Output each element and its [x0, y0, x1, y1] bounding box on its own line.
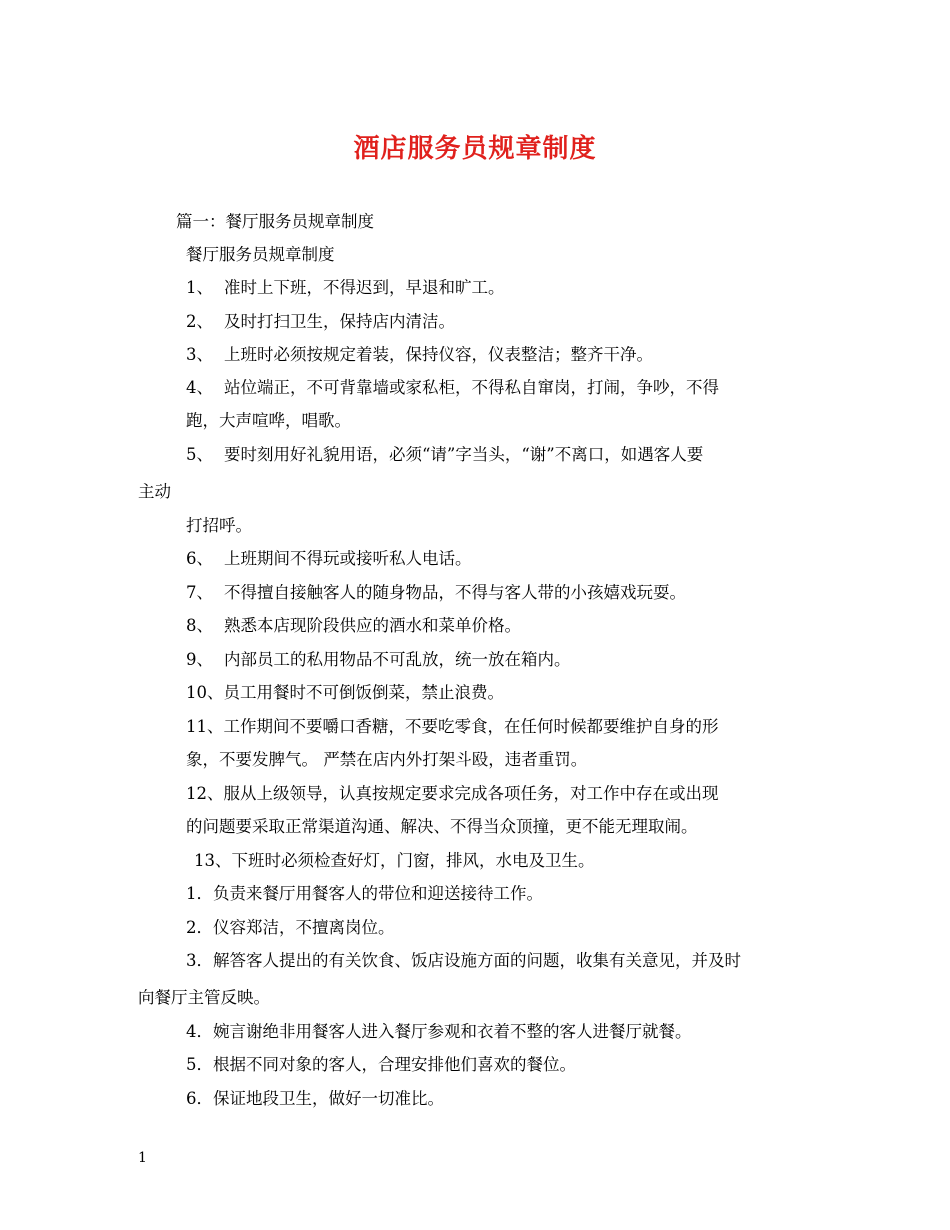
rule-continuation: 打招呼。 — [186, 516, 252, 535]
rule-line: 13、下班时必须检查好灯，门窗，排风，水电及卫生。 — [194, 851, 595, 870]
rule-line: 12、服从上级领导，认真按规定要求完成各项任务，对工作中存在或出现 — [186, 784, 719, 803]
rule-number: 3、 — [186, 345, 213, 364]
rule-continuation: 的问题要采取正常渠道沟通、解决、不得当众顶撞，更不能无理取闹。 — [186, 817, 698, 836]
rule-line — [186, 583, 686, 603]
rule-number: 7、 — [186, 583, 213, 602]
rule-number: 2、 — [186, 312, 213, 331]
rule-text: 要时刻用好礼貌用语，必须“请”字当头，“谢”不离口，如遇客人要 — [224, 445, 704, 464]
rule-line — [186, 650, 571, 670]
rule-text: 熟悉本店现阶段供应的酒水和菜单价格。 — [224, 616, 521, 635]
rule-text: 上班期间不得玩或接听私人电话。 — [224, 549, 472, 568]
rule-number: 9、 — [186, 650, 213, 669]
duty-continuation: 向餐厅主管反映。 — [138, 988, 270, 1007]
rule-line — [186, 312, 455, 332]
duty-line: 2．仪容郑洁，不擅离岗位。 — [186, 918, 395, 937]
rule-text: 站位端正，不可背靠墙或家私柜，不得私自窜岗，打闹，争吵，不得 — [224, 378, 719, 397]
subheading: 餐厅服务员规章制度 — [186, 245, 335, 264]
rule-line — [186, 549, 472, 569]
duty-line: 4．婉言谢绝非用餐客人进入餐厅参观和衣着不整的客人进餐厅就餐。 — [186, 1022, 692, 1041]
rule-line — [186, 616, 521, 636]
rule-number: 4、 — [186, 378, 213, 397]
rule-line: 11、工作期间不要嚼口香糖，不要吃零食，在任何时候都要维护自身的形 — [186, 717, 719, 736]
rule-number: 5、 — [186, 445, 213, 464]
duty-line: 1．负责来餐厅用餐客人的带位和迎送接待工作。 — [186, 884, 543, 903]
rule-text: 及时打扫卫生，保持店内清洁。 — [224, 312, 455, 331]
rule-text: 不得擅自接触客人的随身物品，不得与客人带的小孩嬉戏玩耍。 — [224, 583, 686, 602]
duty-line: 5．根据不同对象的客人，合理安排他们喜欢的餐位。 — [186, 1055, 576, 1074]
rule-number: 8、 — [186, 616, 213, 635]
document-title: 酒店服务员规章制度 — [353, 134, 597, 164]
rule-text: 内部员工的私用物品不可乱放，统一放在箱内。 — [224, 650, 571, 669]
rule-text: 准时上下班，不得迟到，早退和旷工。 — [224, 278, 505, 297]
page-number: 1 — [138, 1150, 147, 1166]
rule-line — [186, 445, 703, 465]
rule-continuation: 主动 — [138, 482, 171, 501]
section-heading: 篇一：餐厅服务员规章制度 — [176, 212, 374, 231]
rule-continuation: 跑，大声喧哗，唱歌。 — [186, 411, 351, 430]
rule-line: 10、员工用餐时不可倒饭倒菜，禁止浪费。 — [186, 683, 504, 702]
rule-number: 1、 — [186, 278, 213, 297]
duty-line: 6．保证地段卫生，做好一切准比。 — [186, 1089, 444, 1108]
duty-line: 3．解答客人提出的有关饮食、饭店设施方面的问题，收集有关意见，并及时 — [186, 951, 741, 970]
rule-number: 6、 — [186, 549, 213, 568]
rule-line — [186, 278, 505, 298]
rule-text: 上班时必须按规定着装，保持仪容，仪表整洁；整齐干净。 — [224, 345, 653, 364]
rule-continuation: 象，不要发脾气。 严禁在店内外打架斗殴，违者重罚。 — [186, 750, 588, 769]
rule-line — [186, 378, 719, 398]
rule-line — [186, 345, 653, 365]
